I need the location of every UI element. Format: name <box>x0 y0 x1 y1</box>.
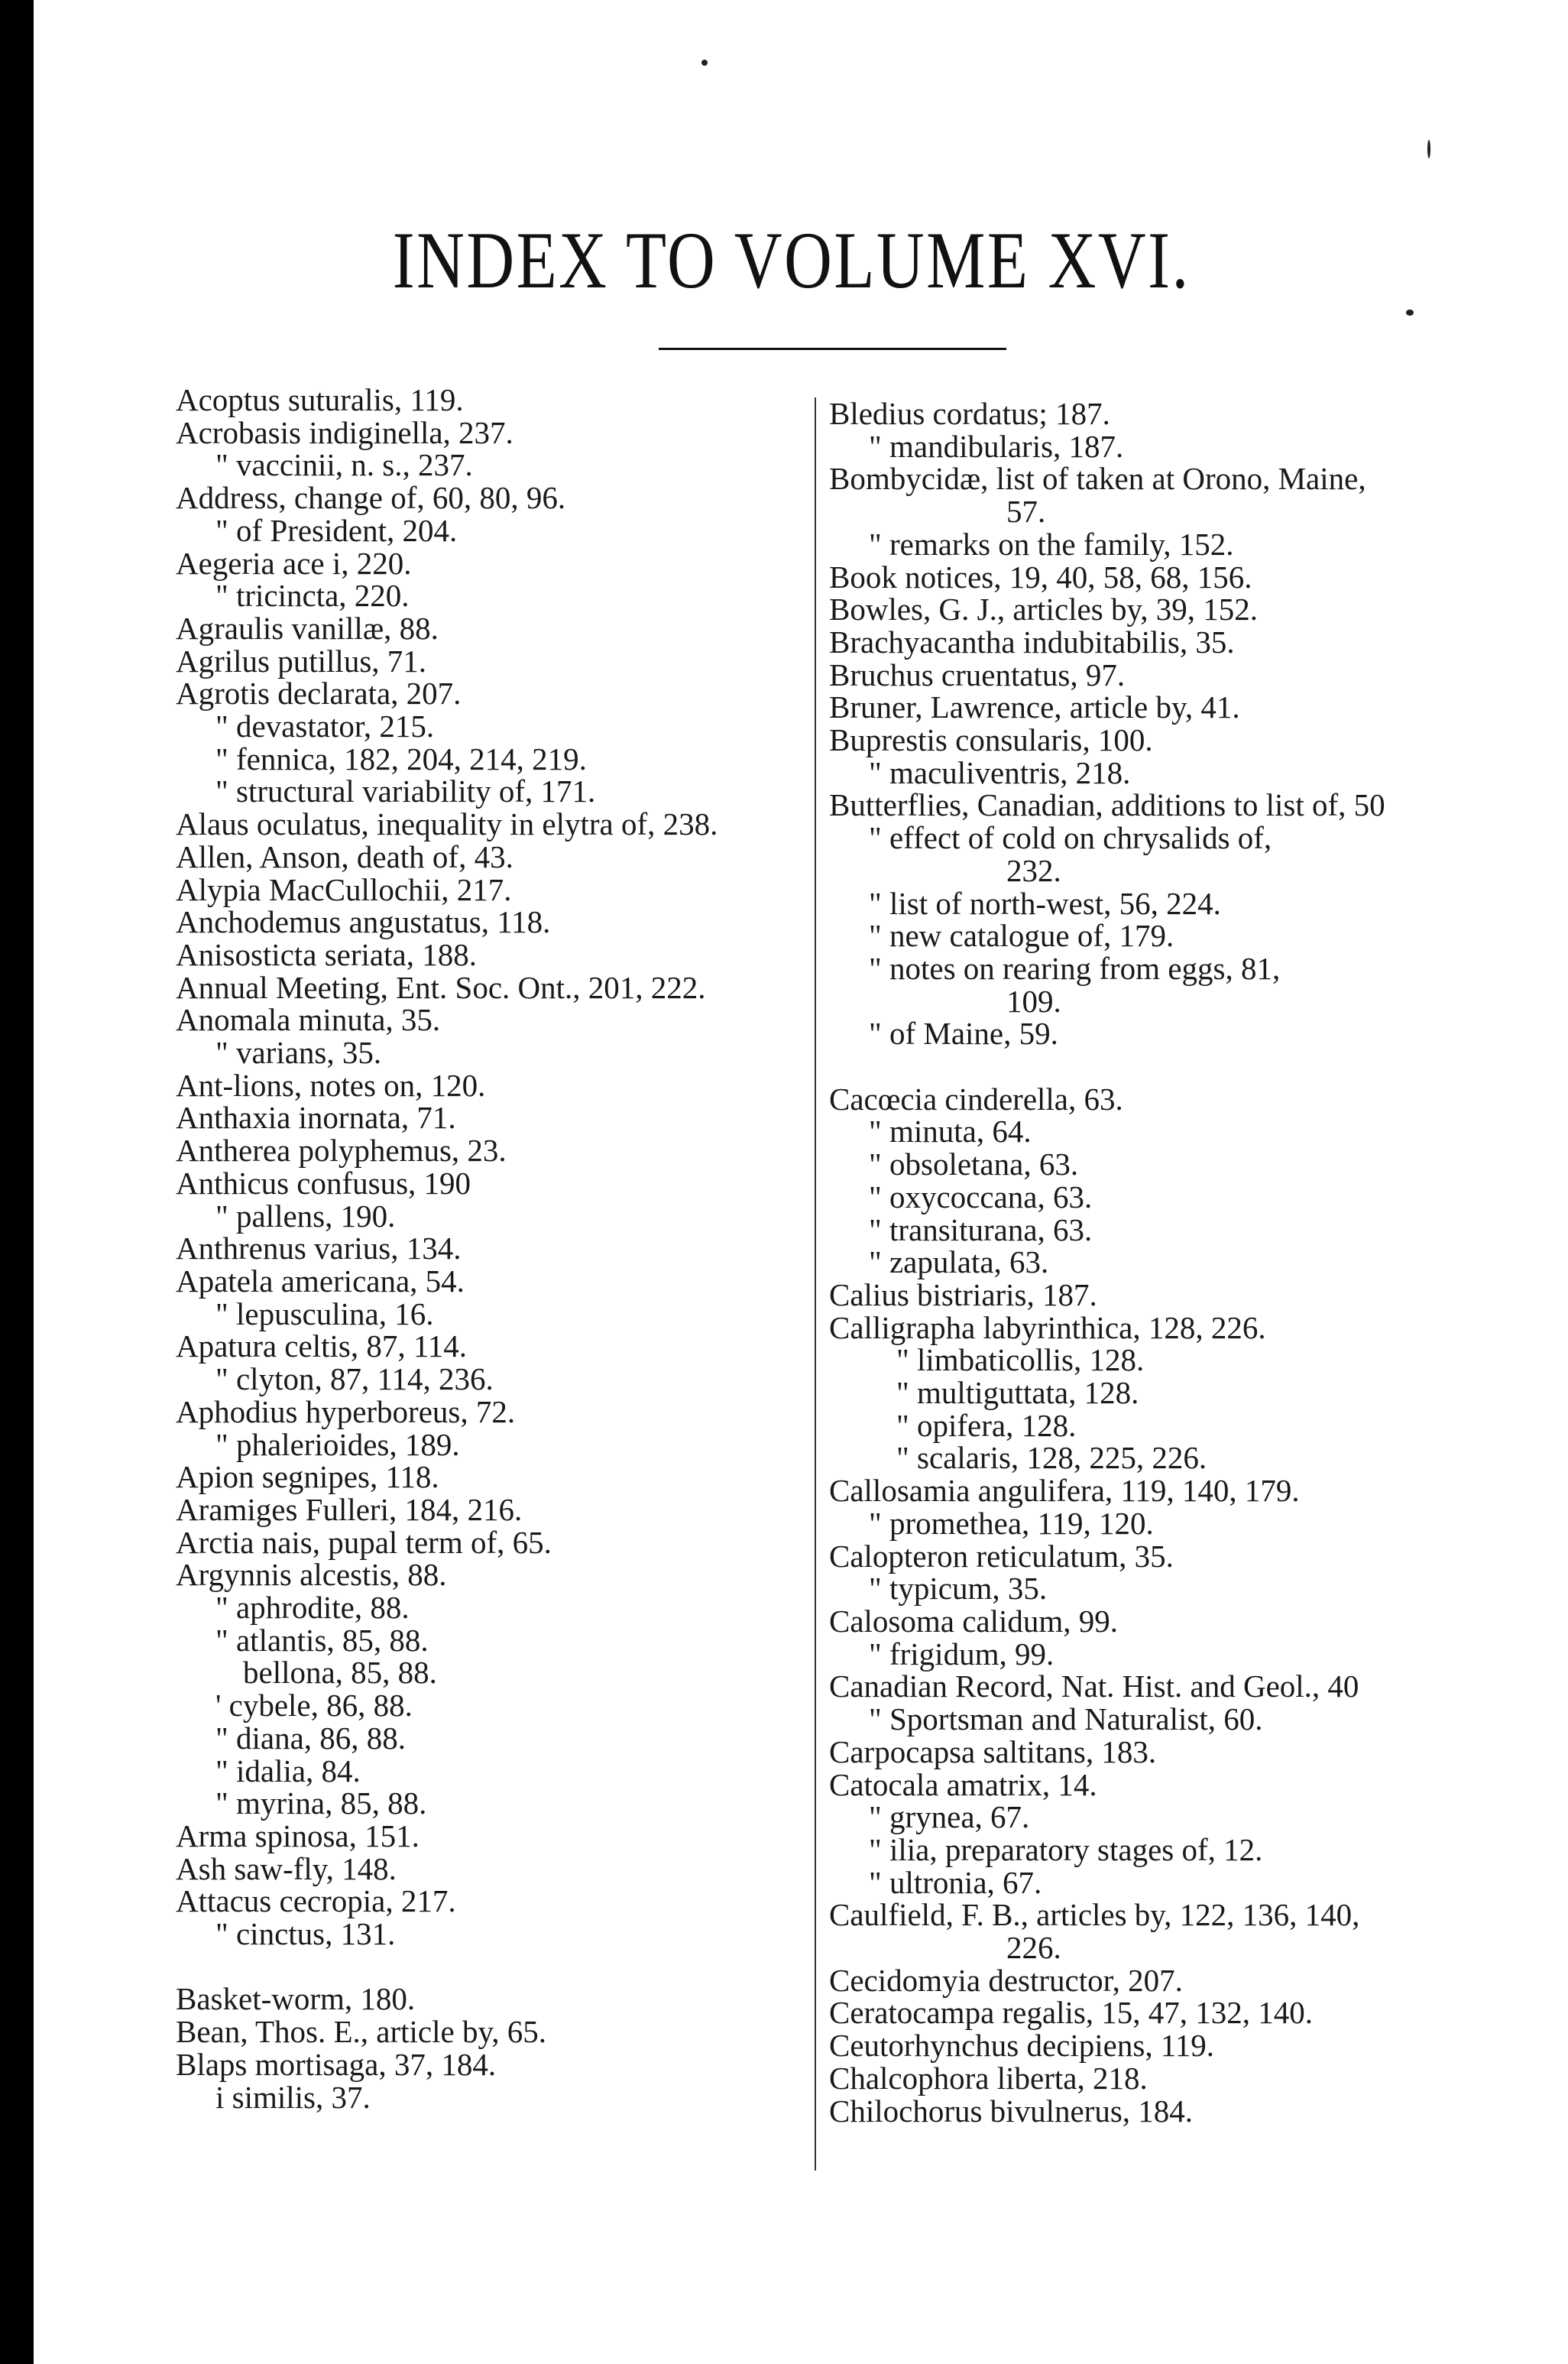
index-entry: Callosamia angulifera, 119, 140, 179. <box>829 1473 1300 1509</box>
index-entry: Bledius cordatus; 187. <box>829 396 1110 431</box>
index-entry: Bruchus cruentatus, 97. <box>829 657 1126 692</box>
index-entry: " multiguttata, 128. <box>896 1375 1139 1411</box>
index-entry: " diana, 86, 88. <box>215 1720 407 1756</box>
index-entry: Butterflies, Canadian, additions to list of, 50 <box>829 787 1385 823</box>
index-entry: Brachyacantha indubitabilis, 35. <box>829 624 1235 660</box>
index-entry: " vaccinii, n. s., 237. <box>215 447 473 483</box>
index-entry: Annual Meeting, Ent. Soc. Ont., 201, 222. <box>176 969 706 1005</box>
index-entry: " effect of cold on chrysalids of, <box>869 820 1272 856</box>
index-entry: " atlantis, 85, 88. <box>215 1622 429 1658</box>
index-entry: Ceutorhynchus decipiens, 119. <box>829 2028 1215 2064</box>
index-entry: " minuta, 64. <box>869 1114 1032 1150</box>
index-entry: " varians, 35. <box>215 1035 382 1071</box>
index-entry: " zapulata, 63. <box>869 1244 1049 1280</box>
index-entry: " frigidum, 99. <box>869 1636 1055 1672</box>
index-entry: Anisosticta seriata, 188. <box>176 936 477 972</box>
index-entry: " oxycoccana, 63. <box>869 1179 1093 1214</box>
index-entry: Aphodius hyperboreus, 72. <box>176 1393 516 1429</box>
index-entry: Blaps mortisaga, 37, 184. <box>176 2046 497 2082</box>
index-entry: Apion segnipes, 118. <box>176 1459 439 1495</box>
page-title: INDEX TO VOLUME XVI. <box>392 216 1191 305</box>
index-entry: Arctia nais, pupal term of, 65. <box>176 1524 552 1560</box>
index-entry: Acoptus suturalis, 119. <box>176 382 464 417</box>
index-entry: Ant-lions, notes on, 120. <box>176 1067 486 1103</box>
index-entry: Buprestis consularis, 100. <box>829 722 1153 758</box>
index-entry: Bowles, G. J., articles by, 39, 152. <box>829 592 1259 627</box>
index-entry: " devastator, 215. <box>215 709 435 744</box>
index-entry: " mandibularis, 187. <box>869 428 1124 464</box>
index-entry: " tricincta, 220. <box>215 578 410 614</box>
index-entry: ' cybele, 86, 88. <box>215 1688 413 1724</box>
index-entry: " myrina, 85, 88. <box>215 1785 427 1821</box>
index-entry: Anthicus confusus, 190 <box>176 1165 471 1201</box>
index-entry: " idalia, 84. <box>215 1753 361 1788</box>
index-entry: Cacœcia cinderella, 63. <box>829 1081 1123 1117</box>
index-entry: Anchodemus angustatus, 118. <box>176 904 551 940</box>
index-entry: " fennica, 182, 204, 214, 219. <box>215 741 587 777</box>
index-entry: Alaus oculatus, inequality in elytra of, 238. <box>176 806 718 842</box>
index-entry: " structural variability of, 171. <box>215 773 596 809</box>
index-entry: Carpocapsa saltitans, 183. <box>829 1733 1157 1769</box>
column-divider <box>815 397 816 2171</box>
index-entry: Chalcophora liberta, 218. <box>829 2060 1148 2096</box>
index-entry: Bean, Thos. E., article by, 65. <box>176 2014 547 2050</box>
index-entry: Basket-worm, 180. <box>176 1981 416 2017</box>
index-entry: Ash saw-fly, 148. <box>176 1850 397 1886</box>
index-entry: Anomala minuta, 35. <box>176 1002 441 1038</box>
index-entry: Canadian Record, Nat. Hist. and Geol., 40 <box>829 1668 1359 1704</box>
index-entry: Catocala amatrix, 14. <box>829 1766 1097 1802</box>
index-entry: i similis, 37. <box>215 2079 371 2115</box>
index-entry: 109. <box>1006 983 1061 1019</box>
index-entry: " of President, 204. <box>215 512 458 548</box>
index-entry: " cinctus, 131. <box>215 1916 396 1952</box>
index-entry: Aramiges Fulleri, 184, 216. <box>176 1491 523 1527</box>
index-entry: Bruner, Lawrence, article by, 41. <box>829 689 1240 725</box>
index-entry: bellona, 85, 88. <box>243 1655 437 1691</box>
index-entry: " list of north-west, 56, 224. <box>869 885 1221 921</box>
index-entry: 232. <box>1006 852 1061 888</box>
index-entry: Agrotis declarata, 207. <box>176 676 462 712</box>
index-entry: Ceratocampa regalis, 15, 47, 132, 140. <box>829 1995 1314 2031</box>
index-entry: Acrobasis indiginella, 237. <box>176 414 513 450</box>
index-entry: Anthaxia inornata, 71. <box>176 1100 456 1136</box>
print-speck <box>701 60 708 66</box>
index-entry: Chilochorus bivulnerus, 184. <box>829 2093 1194 2129</box>
index-entry: Calius bistriaris, 187. <box>829 1276 1097 1312</box>
index-entry: Calligrapha labyrinthica, 128, 226. <box>829 1309 1266 1345</box>
index-entry: Anthrenus varius, 134. <box>176 1231 462 1266</box>
index-entry: Agrilus putillus, 71. <box>176 643 427 679</box>
title-rule <box>659 348 1006 350</box>
index-entry: Allen, Anson, death of, 43. <box>176 838 513 874</box>
index-entry: " grynea, 67. <box>869 1799 1030 1835</box>
index-entry: " obsoletana, 63. <box>869 1146 1079 1182</box>
print-speck <box>1427 140 1430 158</box>
index-entry: " clyton, 87, 114, 236. <box>215 1361 494 1397</box>
index-entry: " lepusculina, 16. <box>215 1295 434 1331</box>
index-entry: " opifera, 128. <box>896 1407 1077 1443</box>
index-entry: Book notices, 19, 40, 58, 68, 156. <box>829 559 1252 595</box>
index-entry: " phalerioides, 189. <box>215 1426 460 1462</box>
index-entry: 226. <box>1006 1930 1061 1966</box>
index-entry: Alypia MacCullochii, 217. <box>176 871 512 907</box>
index-entry: Aegeria ace i, 220. <box>176 545 412 581</box>
book-spine-edge <box>0 0 34 2364</box>
index-entry: Argynnis alcestis, 88. <box>176 1557 447 1593</box>
index-entry: Cecidomyia destructor, 207. <box>829 1962 1183 1998</box>
index-entry: " typicum, 35. <box>869 1571 1048 1607</box>
index-entry: " pallens, 190. <box>215 1198 396 1234</box>
index-entry: " ilia, preparatory stages of, 12. <box>869 1831 1263 1867</box>
index-entry: Attacus cecropia, 217. <box>176 1883 456 1919</box>
index-entry: Antherea polyphemus, 23. <box>176 1133 507 1169</box>
index-entry: " ultronia, 67. <box>869 1864 1042 1900</box>
index-entry: Caulfield, F. B., articles by, 122, 136, 140, <box>829 1897 1360 1933</box>
index-entry: " transiturana, 63. <box>869 1211 1093 1247</box>
index-column-left <box>176 384 810 2113</box>
index-entry: " limbaticollis, 128. <box>896 1342 1145 1378</box>
index-entry: " aphrodite, 88. <box>215 1590 410 1626</box>
index-entry: " remarks on the family, 152. <box>869 526 1234 562</box>
index-entry: " notes on rearing from eggs, 81, <box>869 950 1281 986</box>
index-entry <box>176 1951 810 1983</box>
index-entry: Calopteron reticulatum, 35. <box>829 1538 1174 1574</box>
index-entry: Apatela americana, 54. <box>176 1263 465 1299</box>
index-entry: " of Maine, 59. <box>869 1016 1058 1052</box>
index-entry: Calosoma calidum, 99. <box>829 1604 1119 1639</box>
index-entry: Arma spinosa, 151. <box>176 1818 420 1853</box>
index-entry: " maculiventris, 218. <box>869 754 1131 790</box>
index-entry: Bombycidæ, list of taken at Orono, Maine, <box>829 461 1366 497</box>
index-entry: Apatura celtis, 87, 114. <box>176 1328 468 1364</box>
index-entry: " new catalogue of, 179. <box>869 918 1174 954</box>
index-entry: Address, change of, 60, 80, 96. <box>176 480 566 516</box>
index-entry: " scalaris, 128, 225, 226. <box>896 1440 1207 1476</box>
print-speck <box>1406 310 1414 316</box>
index-entry: 57. <box>1006 494 1046 530</box>
index-entry: " promethea, 119, 120. <box>869 1505 1154 1541</box>
index-column-right <box>829 397 1471 2127</box>
index-entry: Agraulis vanillæ, 88. <box>176 610 439 646</box>
index-entry <box>829 1050 1471 1083</box>
index-entry: " Sportsman and Naturalist, 60. <box>869 1701 1263 1737</box>
